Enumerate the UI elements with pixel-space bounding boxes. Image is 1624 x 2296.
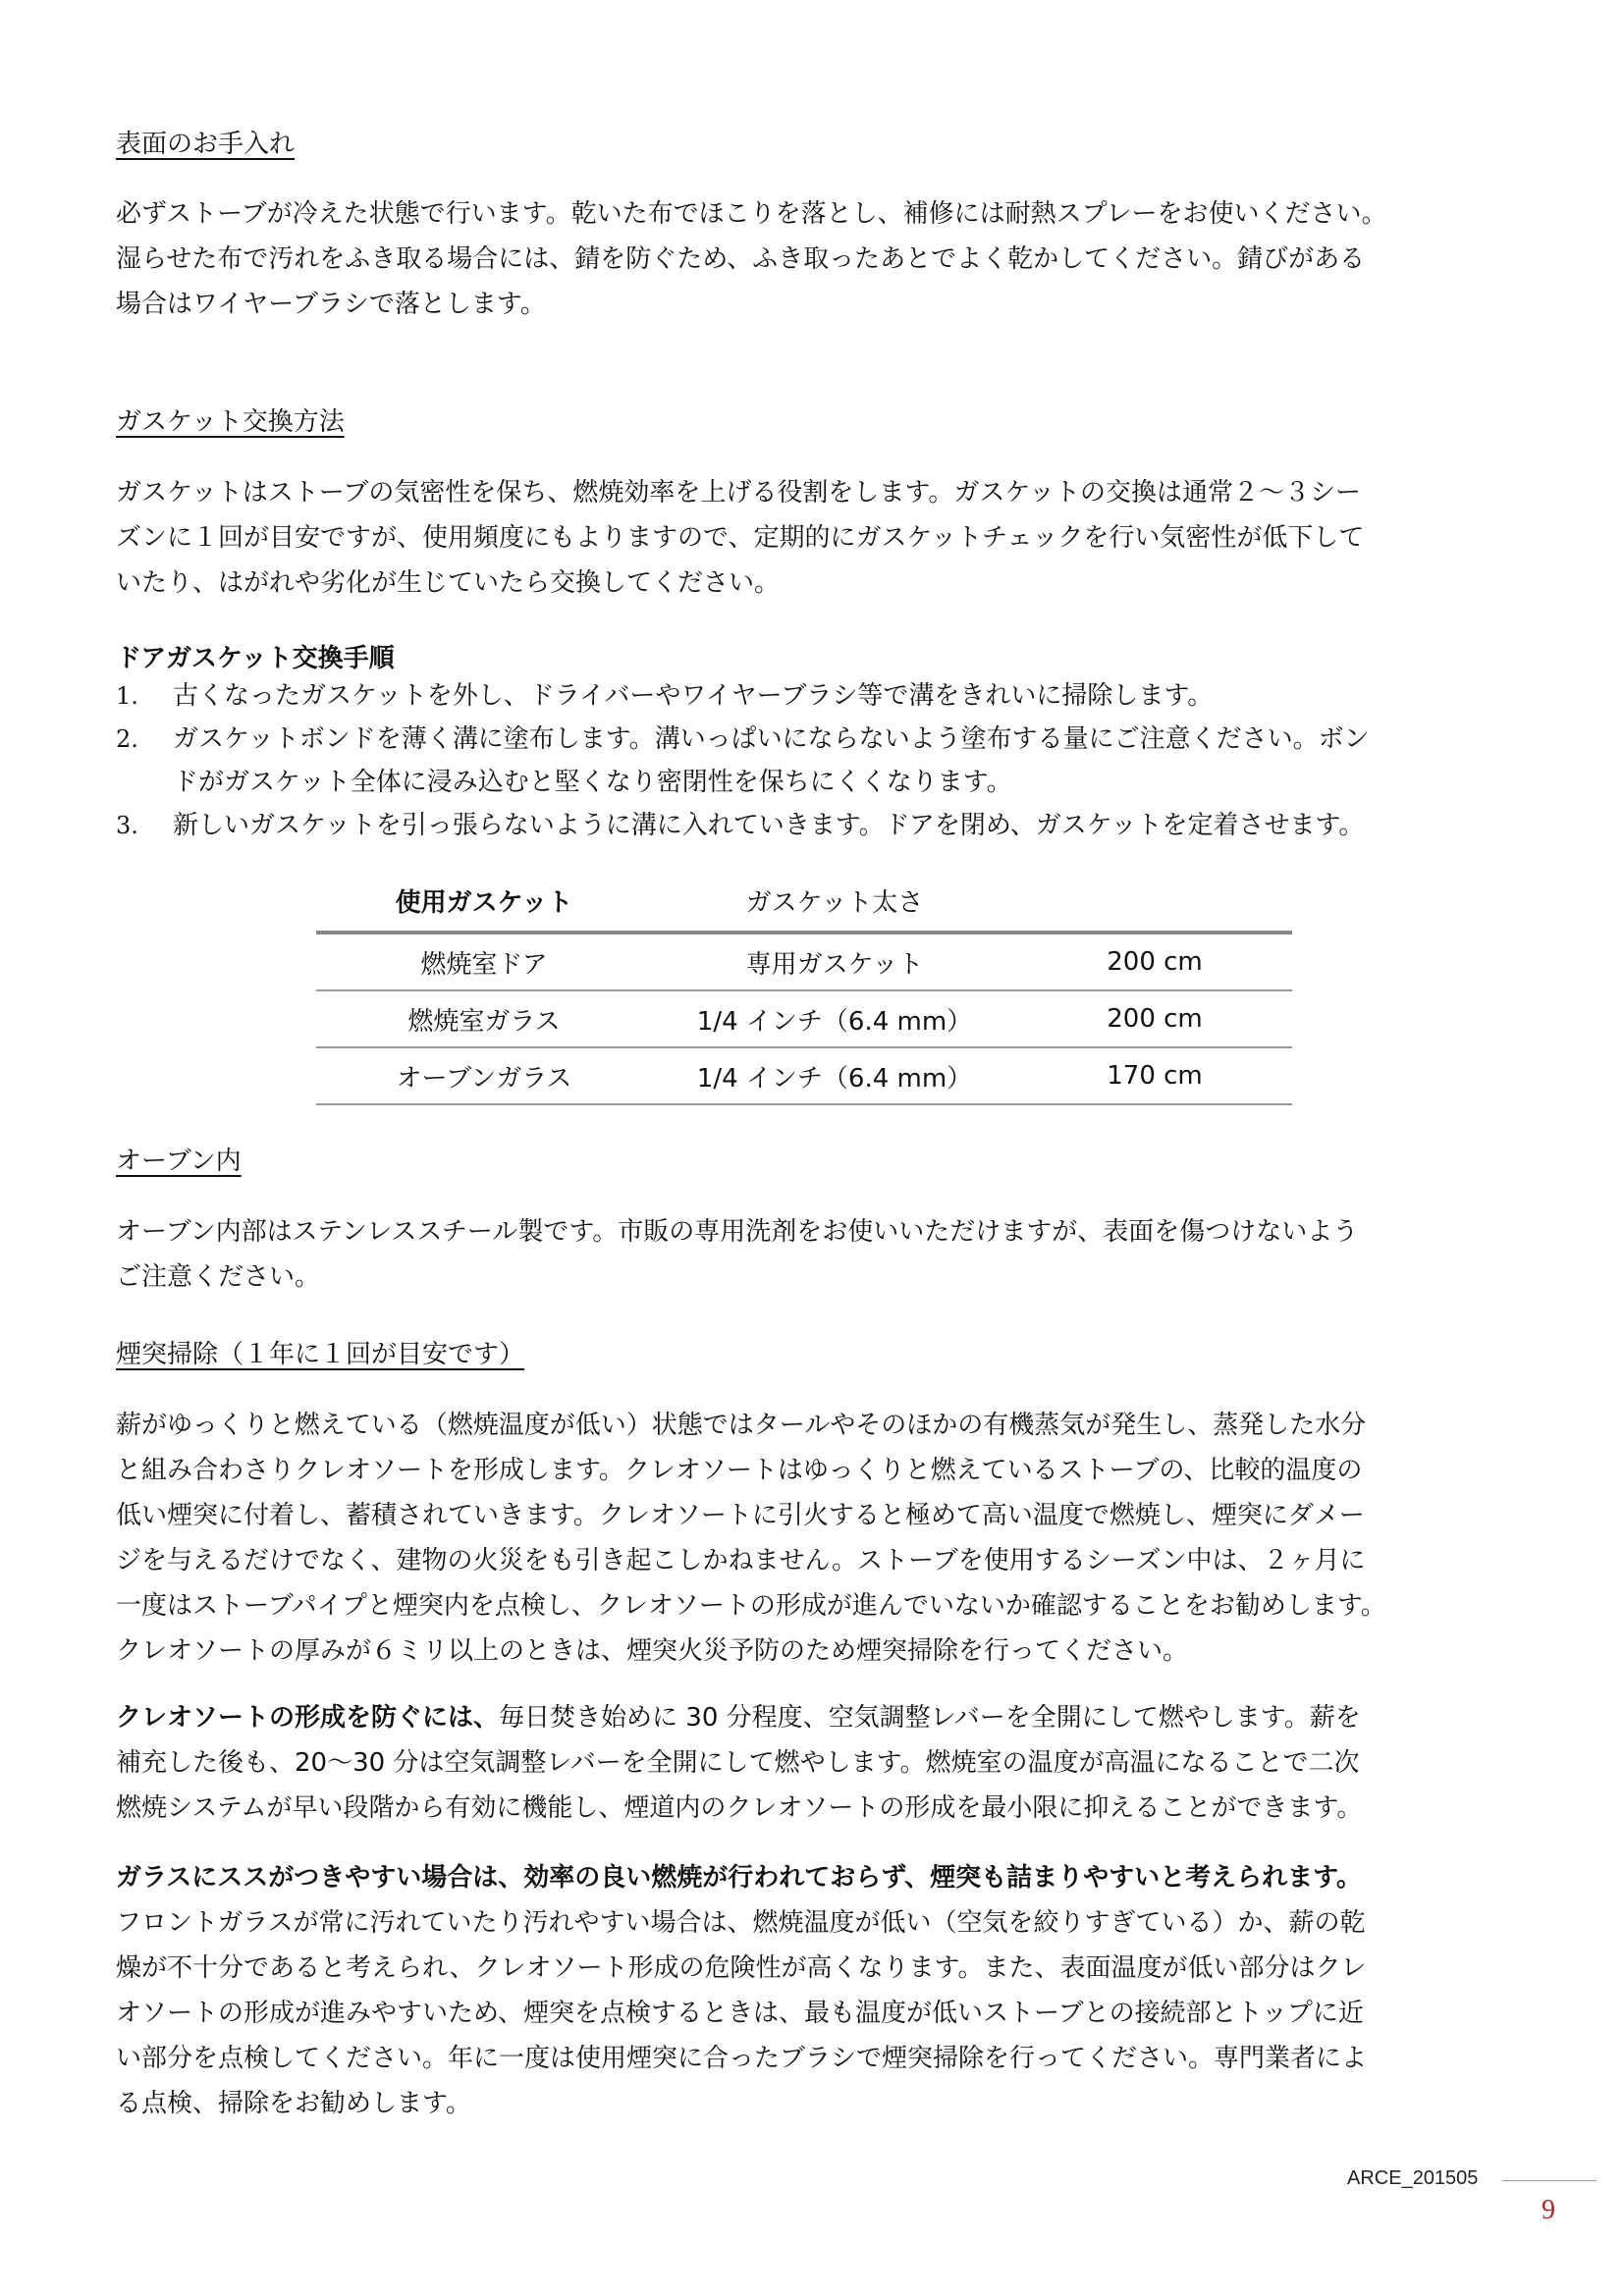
oven-interior-paragraph xyxy=(116,1209,1530,1300)
paragraph-line: 薪がゆっくりと燃えている（燃焼温度が低い）状態ではタールやそのほかの有機蒸気が発生し、蒸発した水分 xyxy=(116,1411,1367,1440)
paragraph-line: 補充した後も、20～30 分は空気調整レバーを全開にして燃やします。燃焼室の温度が高温になることで二次 xyxy=(116,1748,1360,1778)
surface-care-heading: 表面のお手入れ xyxy=(116,130,296,159)
step-text: 古くなったガスケットを外し、ドライバーやワイヤーブラシ等で溝をきれいに掃除します。 xyxy=(173,681,1214,711)
table-cell: 1/4 インチ（6.4 mm） xyxy=(696,1063,973,1094)
step-text: ガスケットボンドを薄く溝に塗布します。溝いっぱいにならないよう塗布する量にご注意ください。ボン xyxy=(173,724,1370,754)
paragraph-line: 低い煙突に付着し、蓄積されていきます。クレオソートに引火すると極めて高い温度で燃焼し、煙突にダメー xyxy=(116,1501,1365,1530)
gasket-replacement-heading: ガスケット交換方法 xyxy=(116,407,345,437)
paragraph-line: ズンに１回が目安ですが、使用頻度にもよりますので、定期的にガスケットチェックを行い気密性が低下して xyxy=(116,523,1365,553)
gasket-intro-paragraph xyxy=(116,470,1530,606)
step-number: 2. xyxy=(116,725,138,753)
paragraph-line: 場合はワイヤーブラシで落とします。 xyxy=(116,290,546,319)
paragraph-line xyxy=(116,1695,1530,1740)
table-row xyxy=(316,933,1292,990)
document-code: ARCE_201505 xyxy=(1347,2167,1479,2189)
paragraph-line: ご注意ください。 xyxy=(116,1262,321,1292)
paragraph-line: いたり、はがれや劣化が生じていたら交換してください。 xyxy=(116,568,781,598)
creosote-prevention-paragraph xyxy=(116,1695,1530,1831)
page-number: 9 xyxy=(1542,2195,1555,2225)
column-header-gasket-thickness: ガスケット太さ xyxy=(745,887,924,918)
procedure-steps xyxy=(116,674,1530,847)
table-cell: 1/4 インチ（6.4 mm） xyxy=(696,1006,973,1037)
table-cell: 燃焼室ガラス xyxy=(407,1006,561,1037)
column-header-length xyxy=(1017,870,1292,933)
paragraph-line: フロントガラスが常に汚れていたり汚れやすい場合は、燃焼温度が低い（空気を絞りすぎている）か、薪の乾 xyxy=(116,1908,1366,1938)
oven-interior-heading: オーブン内 xyxy=(116,1147,242,1176)
paragraph-line: ガスケットはストーブの気密性を保ち、燃焼効率を上げる役割をします。ガスケットの交換は通常２～３シー xyxy=(116,478,1362,507)
step-number: 3. xyxy=(116,812,138,839)
surface-care-paragraph xyxy=(116,191,1530,327)
gasket-table xyxy=(316,870,1292,1105)
table-cell: 専用ガスケット xyxy=(745,949,924,980)
paragraph-line: と組み合わさりクレオソートを形成します。クレオソートはゆっくりと燃えているストーブの、比較的温度の xyxy=(116,1456,1363,1485)
table-cell: 燃焼室ドア xyxy=(420,949,548,980)
table-header-row xyxy=(316,870,1292,933)
table-row xyxy=(316,1047,1292,1104)
paragraph-line: ジを与えるだけでなく、建物の火災をも引き起こしかねません。ストーブを使用するシーズン中は、２ヶ月に xyxy=(116,1546,1366,1575)
column-header-gasket-used: 使用ガスケット xyxy=(395,887,573,918)
procedure-step xyxy=(116,674,1530,718)
paragraph-line: クレオソートの厚みが６ミリ以上のときは、煙突火災予防のため煙突掃除を行ってください。 xyxy=(116,1636,1189,1666)
paragraph-line: オーブン内部はステンレススチール製です。市販の専用洗剤をお使いいただけますが、表面を傷つけないよう xyxy=(116,1217,1359,1247)
paragraph-line: 湿らせた布で汚れをふき取る場合には、錆を防ぐため、ふき取ったあとでよく乾かしてください。錆びがある xyxy=(116,244,1366,274)
paragraph-line: 必ずストーブが冷えた状態で行います。乾いた布でほこりを落とし、補修には耐熱スプレーをお使いください。 xyxy=(116,199,1387,229)
glass-soot-lead: ガラスにススがつきやすい場合は、効率の良い燃焼が行われておらず、煙突も詰まりやすいと考えられます。 xyxy=(116,1863,1363,1893)
table-cell: オーブンガラス xyxy=(396,1063,572,1094)
table-cell: 200 cm xyxy=(1107,1004,1203,1034)
door-gasket-procedure-title: ドアガスケット交換手順 xyxy=(116,644,395,673)
creosote-prevention-text: 毎日焚き始めに 30 分程度、空気調整レバーを全開にして燃やします。薪を xyxy=(499,1703,1361,1733)
table-row xyxy=(316,990,1292,1047)
footer-divider xyxy=(1502,2180,1597,2181)
procedure-step xyxy=(116,804,1530,847)
step-number: 1. xyxy=(116,682,138,710)
step-text: 新しいガスケットを引っ張らないように溝に入れていきます。ドアを閉め、ガスケットを定着させます。 xyxy=(173,811,1365,840)
paragraph-line: 一度はストーブパイプと煙突内を点検し、クレオソートの形成が進んでいないか確認することをお勧めします。 xyxy=(116,1591,1386,1621)
paragraph-line: る点検、掃除をお勧めします。 xyxy=(116,2089,471,2118)
paragraph-line: い部分を点検してください。年に一度は使用煙突に合ったブラシで煙突掃除を行ってください。専門業者によ xyxy=(116,2044,1368,2073)
creosote-prevention-lead: クレオソートの形成を防ぐには、 xyxy=(116,1703,500,1733)
glass-soot-paragraph xyxy=(116,1855,1530,2126)
table-cell: 170 cm xyxy=(1107,1061,1203,1091)
procedure-step xyxy=(116,718,1530,804)
chimney-paragraph xyxy=(116,1403,1530,1674)
paragraph-line: 燥が不十分であると考えられ、クレオソート形成の危険性が高くなります。また、表面温度が低い部分はクレ xyxy=(116,1953,1367,1983)
paragraph-line: オソートの形成が進みやすいため、煙突を点検するときは、最も温度が低いストーブとの接続部とトップに近 xyxy=(116,1999,1364,2028)
table-cell: 200 cm xyxy=(1107,947,1203,977)
paragraph-line: 燃焼システムが早い段階から有効に機能し、煙道内のクレオソートの形成を最小限に抑えることができます。 xyxy=(116,1793,1363,1823)
chimney-cleaning-heading: 煙突掃除（１年に１回が目安です） xyxy=(116,1340,525,1369)
step-text: ドがガスケット全体に浸み込むと堅くなり密閉性を保ちにくくなります。 xyxy=(173,768,1012,797)
